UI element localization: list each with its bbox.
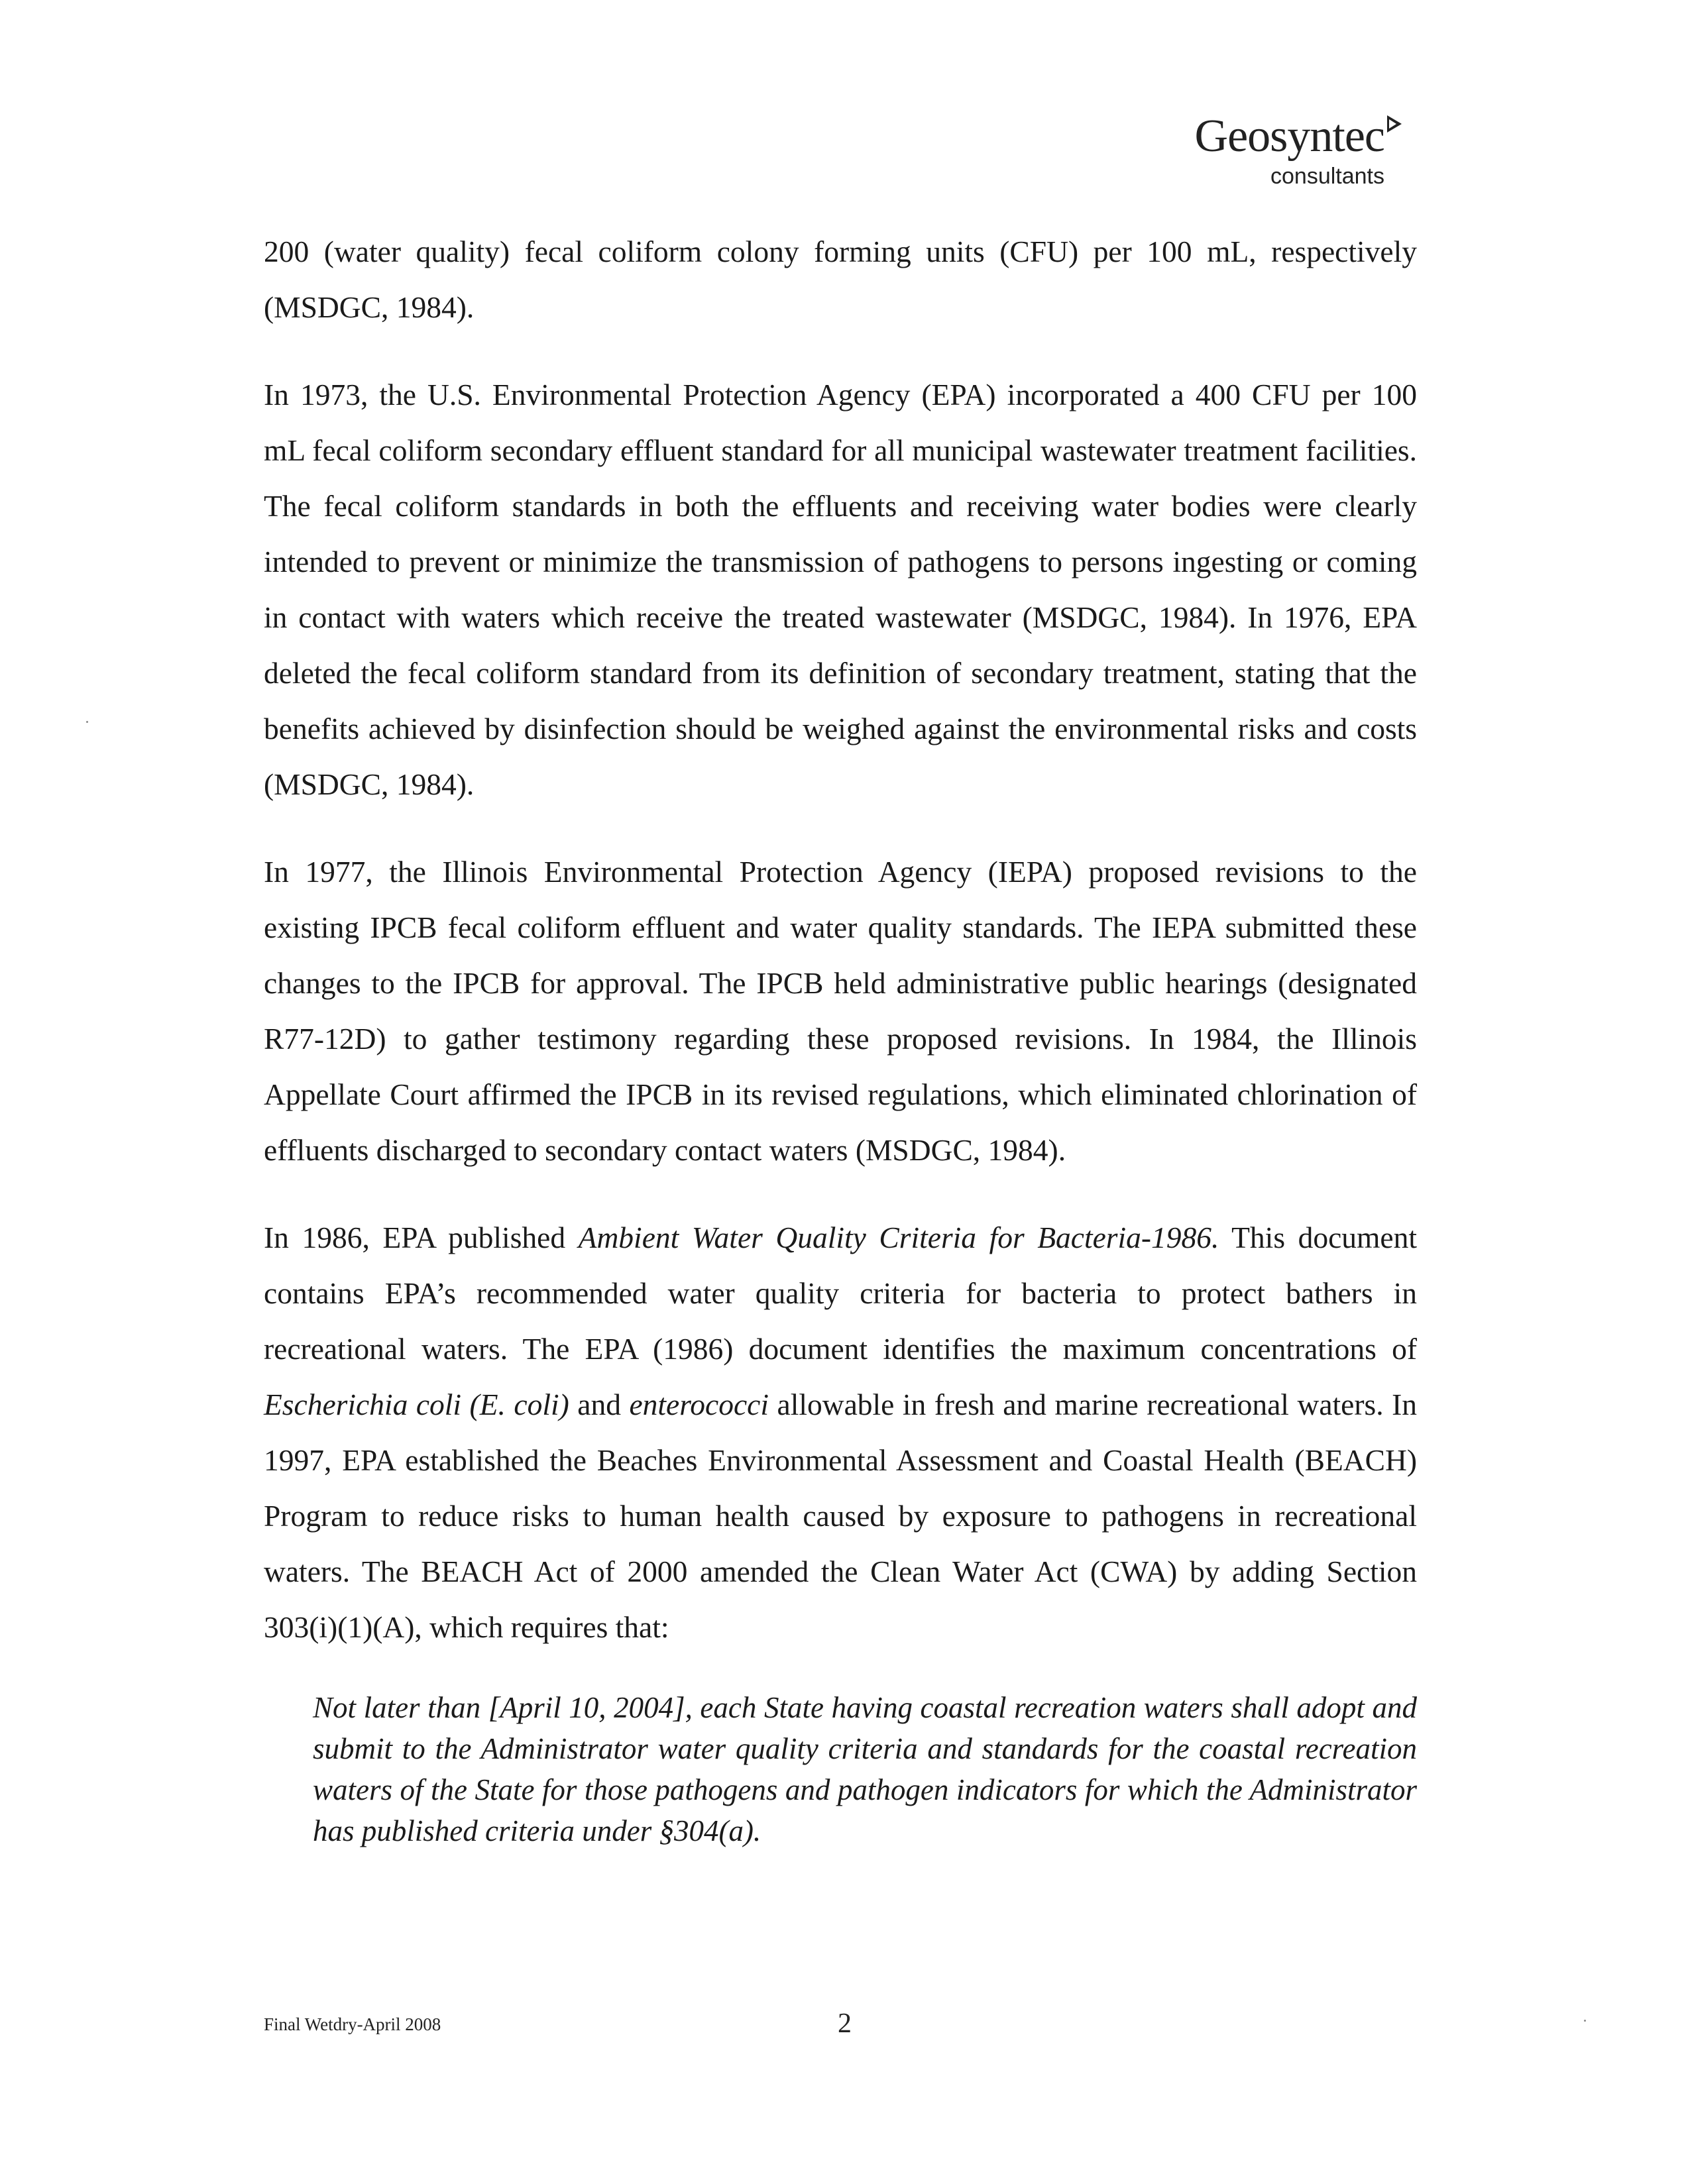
scan-speck bbox=[1584, 2020, 1586, 2022]
paragraph-4-text-3: and bbox=[569, 1388, 630, 1421]
logo-subtitle: consultants bbox=[1270, 164, 1384, 189]
logo-arrow-icon bbox=[1387, 115, 1402, 133]
company-logo bbox=[1195, 111, 1402, 190]
page-number: 2 bbox=[838, 2008, 852, 2039]
paragraph-4-ecoli-italic: Escherichia coli (E. coli) bbox=[264, 1388, 569, 1421]
logo-name: Geosyntec bbox=[1194, 111, 1384, 162]
document-body bbox=[264, 224, 1417, 1851]
footer-document-label: Final Wetdry-April 2008 bbox=[264, 2014, 441, 2034]
paragraph-2: In 1973, the U.S. Environmental Protection Agency (EPA) incorporated a 400 CFU per 100 mL fecal coliform secondary effluent standard for all municipal wastewater treatment facilities. The fecal coliform standards in both the effluents and receiving water bodies were clearly intended to prevent or minimize the transmission of pathogens to persons ingesting or coming in contact with waters which receive the treated wastewater (MSDGC, 1984). In 1976, EPA deleted the fecal coliform standard from its definition of secondary treatment, stating that the benefits achieved by disinfection should be weighed against the environmental risks and costs (MSDGC, 1984). bbox=[264, 378, 1417, 801]
paragraph-4-enterococci-italic: enterococci bbox=[629, 1388, 769, 1421]
scan-speck bbox=[86, 721, 88, 723]
paragraph-4-text-4: allowable in fresh and marine recreational waters. In 1997, EPA established the Beaches Environmental Assessment and Coastal Health (BEACH) Program to reduce risks to human health caused by exposure to pathogens in recreational waters. The BEACH Act of 2000 amended the Clean Water Act (CWA) by adding Section 303(i)(1)(A), which requires that: bbox=[264, 1388, 1417, 1644]
paragraph-4-text-2: This document contains EPA’s recommended water quality criteria for bacteria to protect bathers in recreational waters. The EPA (1986) document identifies the maximum concentrations of bbox=[264, 1221, 1417, 1366]
paragraph-3: In 1977, the Illinois Environmental Protection Agency (IEPA) proposed revisions to the existing IPCB fecal coliform effluent and water quality standards. The IEPA submitted these changes to the IPCB for approval. The IPCB held administrative public hearings (designated R77-12D) to gather testimony regarding these proposed revisions. In 1984, the Illinois Appellate Court affirmed the IPCB in its revised regulations, which eliminated chlorination of effluents discharged to secondary contact waters (MSDGC, 1984). bbox=[264, 855, 1417, 1167]
paragraph-4-title-italic: Ambient Water Quality Criteria for Bacteria-1986. bbox=[578, 1221, 1219, 1254]
block-quote: Not later than [April 10, 2004], each State having coastal recreation waters shall adopt and submit to the Administrator water quality criteria and standards for the coastal recreation waters of the State for those pathogens and pathogen indicators for which the Administrator has published criteria under §304(a). bbox=[313, 1691, 1417, 1847]
paragraph-4-text-1: In 1986, EPA published bbox=[264, 1221, 579, 1254]
paragraph-4 bbox=[264, 1210, 1417, 1655]
paragraph-1: 200 (water quality) fecal coliform colony forming units (CFU) per 100 mL, respectively (MSDGC, 1984). bbox=[264, 235, 1417, 324]
